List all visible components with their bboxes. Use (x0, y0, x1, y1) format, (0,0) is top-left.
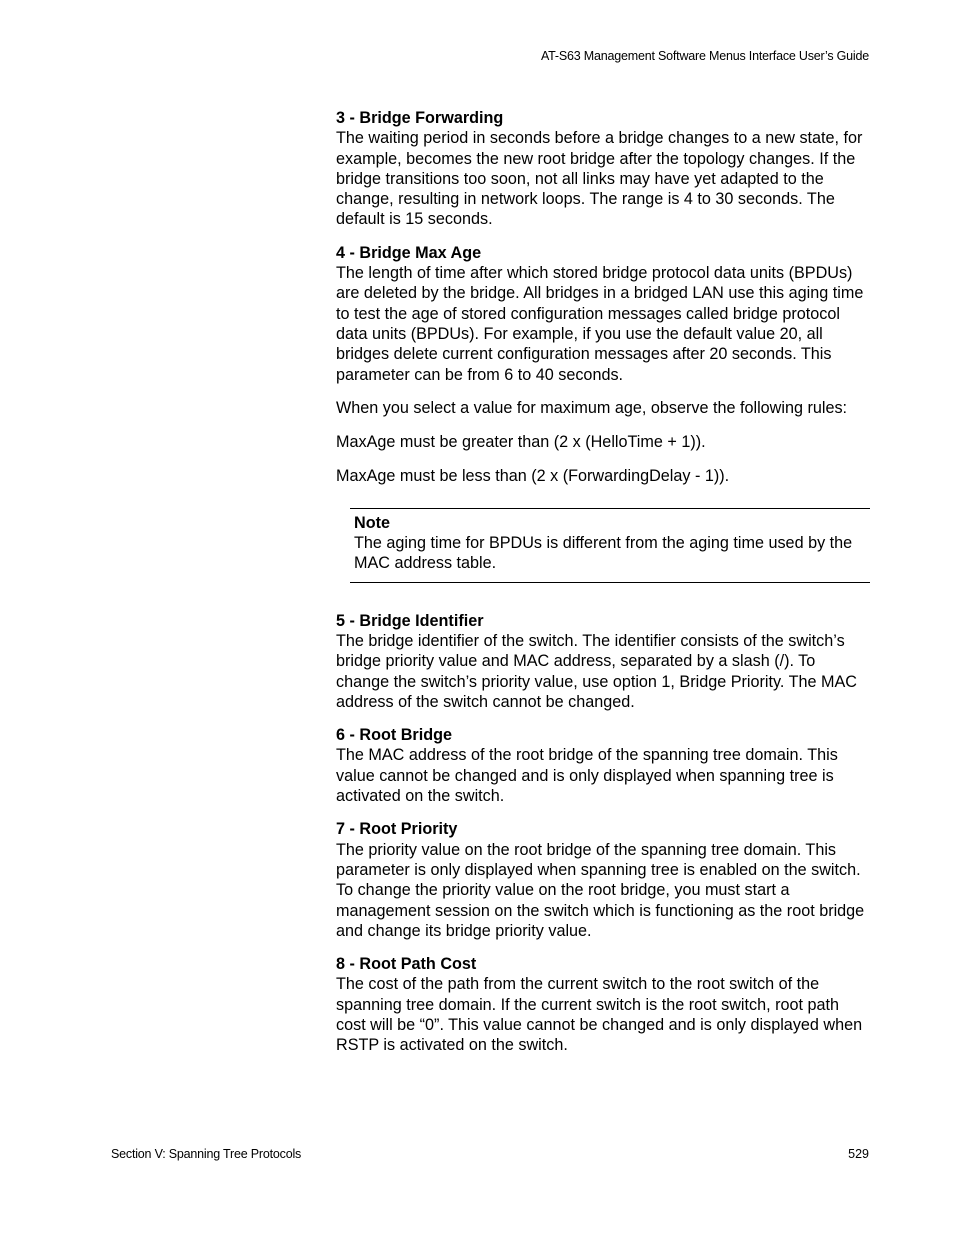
rules-intro: When you select a value for maximum age, observe the following rules: (336, 398, 848, 417)
main-content (336, 108, 870, 1069)
section-bridge-identifier (336, 611, 870, 712)
page-header: AT-S63 Management Software Menus Interface User’s Guide (540, 49, 869, 63)
rule-max-age-greater: MaxAge must be greater than (2 x (HelloTime + 1)). (336, 433, 706, 452)
section-bridge-max-age (336, 243, 870, 385)
section-title: 6 - Root Bridge (336, 726, 453, 745)
section-body: The MAC address of the root bridge of the spanning tree domain. This value cannot be changed and is only displayed when spanning tree is activated on the switch. (336, 746, 838, 806)
footer-section-label: Section V: Spanning Tree Protocols (111, 1147, 302, 1161)
page-number: 529 (848, 1147, 869, 1161)
section-body: The cost of the path from the current switch to the root switch of the spanning tree domain. If the current switch is the root switch, root path cost will be “0”. This value cannot be changed and is only displayed when RSTP is activated on the switch. (336, 975, 863, 1055)
section-root-path-cost (336, 954, 870, 1055)
section-title: 7 - Root Priority (336, 820, 458, 839)
section-title: 5 - Bridge Identifier (336, 611, 484, 630)
rule-max-age-less: MaxAge must be less than (2 x (ForwardingDelay - 1)). (336, 467, 730, 486)
section-body: The waiting period in seconds before a bridge changes to a new state, for example, becomes the new root bridge after the topology changes. If the bridge transitions too soon, not all links may have yet adapted to the change, resulting in network loops. The range is 4 to 30 seconds. The default is 15 seconds. (336, 129, 863, 229)
section-bridge-forwarding (336, 108, 870, 230)
note-title: Note (354, 513, 390, 532)
section-body: The priority value on the root bridge of the spanning tree domain. This parameter is only displayed when spanning tree is enabled on the switch. To change the priority value on the root bridge, you must start a management session on the switch which is functioning as the root bridge and change its bridge priority value. (336, 840, 865, 940)
section-body: The bridge identifier of the switch. The identifier consists of the switch’s bridge priority value and MAC address, separated by a slash (/). To change the switch’s priority value, use option 1, Bridge Priority. The MAC address of the switch cannot be changed. (336, 631, 857, 711)
note-box (350, 508, 870, 583)
section-root-bridge (336, 725, 870, 806)
section-root-priority (336, 819, 870, 941)
section-title: 8 - Root Path Cost (336, 955, 477, 974)
section-title: 4 - Bridge Max Age (336, 243, 482, 262)
note-body: The aging time for BPDUs is different from the aging time used by the MAC address table. (354, 534, 853, 573)
section-title: 3 - Bridge Forwarding (336, 109, 504, 127)
section-body: The length of time after which stored bridge protocol data units (BPDUs) are deleted by the bridge. All bridges in a bridged LAN use this aging time to test the age of stored configuration messages called bridge protocol data units (BPDUs). For example, if you use the default value 20, all bridges delete current configuration messages after 20 seconds. This parameter can be from 6 to 40 seconds. (336, 264, 864, 384)
